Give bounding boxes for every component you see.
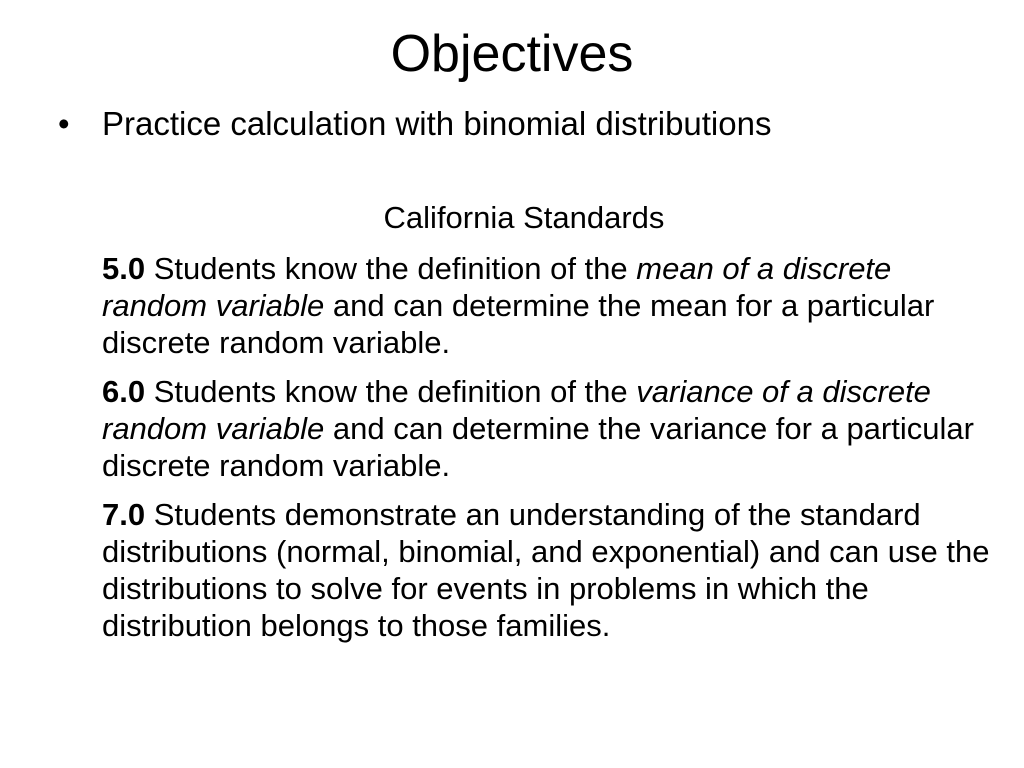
standard-text-pre: Students know the definition of the [145, 251, 637, 286]
slide-title: Objectives [390, 25, 634, 83]
standard-text-post: and can determine the mean for a particular discrete random variable. [102, 288, 935, 360]
standard-6-0 [102, 373, 1002, 484]
standard-number: 5.0 [102, 251, 146, 286]
standard-term: mean of a discrete random variable [102, 251, 892, 323]
standard-text-pre: Students know the definition of the [145, 374, 637, 409]
standard-number: 7.0 [102, 497, 146, 532]
standards-list [102, 250, 1002, 656]
standard-number: 6.0 [102, 374, 146, 409]
standard-7-0 [102, 496, 1002, 644]
bullet-marker: • [58, 105, 70, 142]
objective-bullet [58, 103, 998, 145]
objective-text: Practice calculation with binomial distributions [102, 105, 772, 142]
standard-5-0 [102, 250, 1002, 361]
standard-term: variance of a discrete random variable [102, 374, 931, 446]
standards-heading: California Standards [383, 200, 665, 235]
standard-text-post: and can determine the variance for a particular discrete random variable. [102, 411, 974, 483]
standard-text: Students demonstrate an understanding of the standard distributions (normal, binomial, and exponential) and can use the distributions to solve for events in problems in which the distribution belongs to those families. [102, 497, 990, 643]
